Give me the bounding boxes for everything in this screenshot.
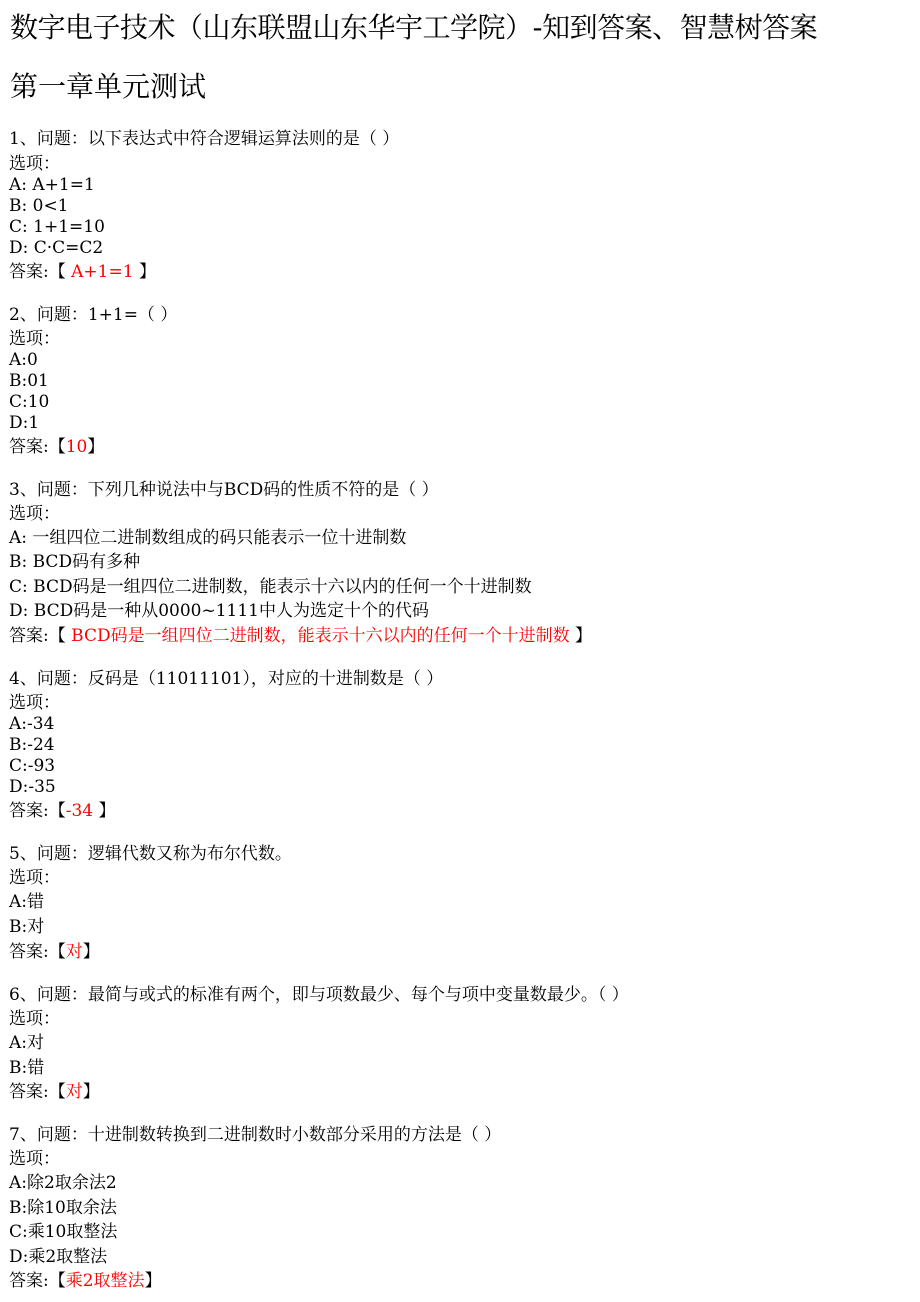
question-text: 1、问题：以下表达式中符合逻辑运算法则的是（ ） [9,129,400,149]
question-text: 6、问题：最简与或式的标准有两个，即与项数最少、每个与项中变量数最少。（ ） [9,985,629,1005]
option-a: A:0 [9,350,38,370]
option-b: B:对 [9,917,45,937]
option-b: B: BCD码有多种 [9,552,141,572]
option-c: C:10 [9,392,50,412]
answer-text: 对 [65,942,83,962]
answer-line [9,625,592,647]
option-a: A:错 [9,892,45,912]
options-label: 选项： [9,1009,60,1029]
answer-prefix: 答案:【 [9,262,72,282]
option-b: B:错 [9,1058,45,1078]
answer-prefix: 答案:【 [9,1082,66,1102]
question-text: 5、问题：逻辑代数又称为布尔代数。 [9,844,292,864]
answer-line [9,436,104,458]
answer-prefix: 答案:【 [9,801,66,821]
answer-text: 10 [65,437,88,457]
option-a: A: 一组四位二进制数组成的码只能表示一位十进制数 [9,528,407,548]
answer-line [9,1081,100,1103]
option-b: B:01 [9,371,49,391]
answer-text: BCD码是一组四位二进制数，能表示十六以内的任何一个十进制数 [71,626,570,646]
answer-suffix: 】 [82,1082,100,1102]
option-a: A: A+1=1 [9,175,95,195]
answer-line [9,1270,162,1292]
option-c: C:乘10取整法 [9,1222,118,1242]
answer-suffix: 】 [87,437,105,457]
answer-text: -34 [65,801,94,821]
answer-prefix: 答案:【 [9,1271,66,1291]
options-label: 选项： [9,504,60,524]
options-label: 选项： [9,868,60,888]
option-c: C: 1+1=10 [9,217,105,237]
options-label: 选项： [9,154,60,174]
option-c: C:-93 [9,756,56,776]
page-title: 数字电子技术（山东联盟山东华宇工学院）-知到答案、智慧树答案 [10,11,818,44]
answer-prefix: 答案:【 [9,626,72,646]
answer-text: A+1=1 [71,262,134,282]
option-d: D: C·C=C2 [9,238,104,258]
answer-suffix: 】 [93,801,116,821]
option-a: A:-34 [9,714,55,734]
answer-line [9,941,100,963]
chapter-heading: 第一章单元测试 [10,70,207,103]
options-label: 选项： [9,693,60,713]
answer-text: 乘2取整法 [65,1271,145,1291]
option-b: B:-24 [9,735,55,755]
option-d: D:1 [9,413,40,433]
answer-prefix: 答案:【 [9,437,66,457]
option-b: B: 0<1 [9,196,69,216]
option-d: D:-35 [9,777,56,797]
options-label: 选项： [9,329,60,349]
answer-prefix: 答案:【 [9,942,66,962]
question-text: 7、问题：十进制数转换到二进制数时小数部分采用的方法是（ ） [9,1125,502,1145]
answer-text: 对 [65,1082,83,1102]
option-a: A:除2取余法2 [9,1173,117,1193]
answer-suffix: 】 [82,942,100,962]
options-label: 选项： [9,1149,60,1169]
question-text: 2、问题：1+1=（ ） [9,305,178,325]
question-text: 4、问题：反码是（11011101），对应的十进制数是（ ） [9,669,444,689]
option-d: D: BCD码是一种从0000~1111中人为选定十个的代码 [9,601,429,621]
answer-line [9,261,156,283]
question-text: 3、问题：下列几种说法中与BCD码的性质不符的是（ ） [9,480,439,500]
option-b: B:除10取余法 [9,1198,117,1218]
answer-line [9,800,116,822]
option-d: D:乘2取整法 [9,1247,108,1267]
answer-suffix: 】 [569,626,592,646]
option-a: A:对 [9,1033,45,1053]
answer-suffix: 】 [133,262,156,282]
answer-suffix: 】 [144,1271,162,1291]
option-c: C: BCD码是一组四位二进制数，能表示十六以内的任何一个十进制数 [9,577,532,597]
